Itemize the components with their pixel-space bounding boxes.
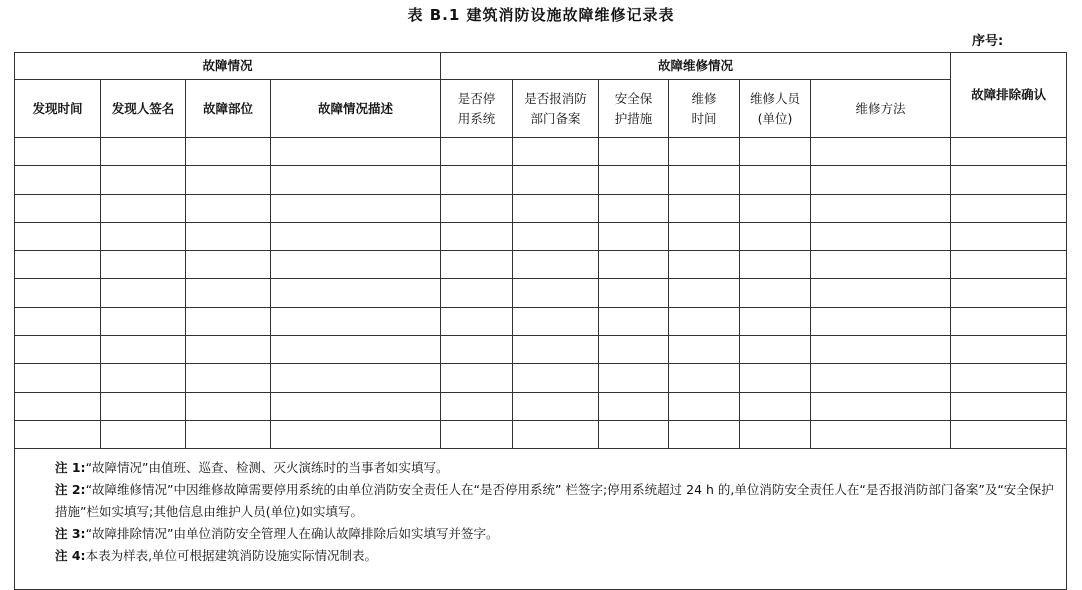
table-cell[interactable] [669, 279, 740, 307]
table-cell[interactable] [186, 307, 271, 335]
table-cell[interactable] [441, 420, 513, 448]
table-cell[interactable] [271, 336, 441, 364]
table-cell[interactable] [811, 336, 951, 364]
table-cell[interactable] [271, 166, 441, 194]
table-cell[interactable] [951, 222, 1067, 250]
table-cell[interactable] [740, 420, 811, 448]
table-cell[interactable] [101, 364, 186, 392]
table-cell[interactable] [811, 420, 951, 448]
table-cell[interactable] [599, 307, 669, 335]
table-cell[interactable] [811, 307, 951, 335]
table-cell[interactable] [599, 251, 669, 279]
table-cell[interactable] [513, 364, 599, 392]
table-cell[interactable] [740, 279, 811, 307]
table-cell[interactable] [441, 279, 513, 307]
table-cell[interactable] [811, 222, 951, 250]
column-header: 安全保 护措施 [599, 80, 669, 138]
table-cell[interactable] [513, 138, 599, 166]
serial-number-label: 序号: [972, 34, 1004, 49]
table-cell[interactable] [441, 251, 513, 279]
table-cell[interactable] [186, 138, 271, 166]
table-cell[interactable] [441, 222, 513, 250]
note-label: 注 1: [55, 460, 86, 476]
table-cell[interactable] [186, 364, 271, 392]
blank-rows [15, 138, 1067, 449]
table-cell[interactable] [669, 307, 740, 335]
table-cell[interactable] [811, 166, 951, 194]
table-cell[interactable] [951, 307, 1067, 335]
table-cell[interactable] [186, 392, 271, 420]
table-cell[interactable] [669, 251, 740, 279]
table-row [15, 392, 1067, 420]
table-cell[interactable] [599, 364, 669, 392]
table-cell[interactable] [513, 307, 599, 335]
table-cell[interactable] [951, 420, 1067, 448]
table-cell[interactable] [271, 307, 441, 335]
column-header: 维修人员 (单位) [740, 80, 811, 138]
note-label: 注 4: [55, 548, 86, 564]
table-cell[interactable] [101, 194, 186, 222]
table-cell[interactable] [599, 392, 669, 420]
table-cell[interactable] [441, 166, 513, 194]
table-cell[interactable] [513, 166, 599, 194]
table-cell[interactable] [186, 420, 271, 448]
table-cell[interactable] [101, 307, 186, 335]
table-row [15, 166, 1067, 194]
column-header: 维修方法 [811, 80, 951, 138]
table-cell[interactable] [15, 336, 101, 364]
table-cell[interactable] [101, 420, 186, 448]
note-item [55, 523, 1060, 545]
table-cell[interactable] [186, 336, 271, 364]
table-cell[interactable] [15, 194, 101, 222]
table-row [15, 307, 1067, 335]
table-cell[interactable] [186, 279, 271, 307]
table-cell[interactable] [441, 307, 513, 335]
table-cell[interactable] [186, 166, 271, 194]
note-label: 注 2: [55, 482, 86, 498]
table-cell[interactable] [951, 251, 1067, 279]
table-cell[interactable] [15, 420, 101, 448]
table-row [15, 138, 1067, 166]
table-cell[interactable] [441, 336, 513, 364]
table-cell[interactable] [951, 138, 1067, 166]
table-cell[interactable] [513, 279, 599, 307]
table-cell[interactable] [15, 307, 101, 335]
table-cell[interactable] [15, 392, 101, 420]
table-cell[interactable] [669, 166, 740, 194]
table-cell[interactable] [513, 251, 599, 279]
column-header: 发现时间 [15, 80, 101, 138]
column-header: 维修 时间 [669, 80, 740, 138]
table-cell[interactable] [513, 336, 599, 364]
table-cell[interactable] [811, 392, 951, 420]
table-cell[interactable] [271, 279, 441, 307]
table-cell[interactable] [740, 222, 811, 250]
table-cell[interactable] [441, 364, 513, 392]
table-cell[interactable] [101, 392, 186, 420]
table-cell[interactable] [599, 194, 669, 222]
table-row [15, 251, 1067, 279]
table-cell[interactable] [811, 138, 951, 166]
table-cell[interactable] [271, 364, 441, 392]
table-cell[interactable] [271, 392, 441, 420]
column-header: 故障情况描述 [271, 80, 441, 138]
table-cell[interactable] [669, 364, 740, 392]
table-cell[interactable] [740, 138, 811, 166]
table-row [15, 279, 1067, 307]
table-cell[interactable] [101, 279, 186, 307]
note-text: “故障维修情况”中因维修故障需要停用系统的由单位消防安全责任人在“是否停用系统” 栏签字;停用系统超过 24 h 的,单位消防安全责任人在“是否报消防部门备案”及“安全保护措施”栏如实填写;其他信息由维护人员(单位)如实填写。 [55, 482, 1054, 520]
table-cell[interactable] [271, 138, 441, 166]
table-cell[interactable] [599, 420, 669, 448]
table-row [15, 420, 1067, 448]
table-cell[interactable] [101, 222, 186, 250]
note-item [55, 457, 1060, 479]
table-cell[interactable] [599, 336, 669, 364]
table-cell[interactable] [811, 364, 951, 392]
table-cell[interactable] [186, 222, 271, 250]
table-cell[interactable] [271, 251, 441, 279]
group-header-repair-situation: 故障维修情况 [441, 53, 951, 80]
table-cell[interactable] [669, 392, 740, 420]
table-cell[interactable] [15, 364, 101, 392]
table-cell[interactable] [740, 251, 811, 279]
table-cell[interactable] [101, 336, 186, 364]
table-cell[interactable] [513, 194, 599, 222]
group-header-confirmation: 故障排除确认 [951, 53, 1067, 138]
table-cell[interactable] [740, 364, 811, 392]
table-cell[interactable] [951, 364, 1067, 392]
table-cell[interactable] [811, 194, 951, 222]
table-cell[interactable] [271, 194, 441, 222]
note-item [55, 479, 1060, 523]
table-cell[interactable] [599, 138, 669, 166]
table-cell[interactable] [101, 251, 186, 279]
table-row [15, 336, 1067, 364]
table-cell[interactable] [811, 251, 951, 279]
table-cell[interactable] [740, 166, 811, 194]
table-cell[interactable] [951, 194, 1067, 222]
table-title: 表 B.1 建筑消防设施故障维修记录表 [407, 6, 675, 24]
note-text: 本表为样表,单位可根据建筑消防设施实际情况制表。 [85, 548, 378, 564]
column-header: 是否停 用系统 [441, 80, 513, 138]
table-cell[interactable] [15, 166, 101, 194]
notes-section [15, 449, 1067, 590]
table-cell[interactable] [599, 166, 669, 194]
table-cell[interactable] [101, 166, 186, 194]
note-label: 注 3: [55, 526, 86, 542]
table-cell[interactable] [740, 194, 811, 222]
column-header: 发现人签名 [101, 80, 186, 138]
table-cell[interactable] [740, 336, 811, 364]
table-cell[interactable] [951, 336, 1067, 364]
table-cell[interactable] [101, 138, 186, 166]
table-cell[interactable] [15, 279, 101, 307]
table-cell[interactable] [740, 392, 811, 420]
table-cell[interactable] [740, 307, 811, 335]
table-cell[interactable] [186, 194, 271, 222]
table-cell[interactable] [669, 420, 740, 448]
table-cell[interactable] [15, 138, 101, 166]
table-cell[interactable] [951, 166, 1067, 194]
table-cell[interactable] [15, 251, 101, 279]
column-header: 故障部位 [186, 80, 271, 138]
table-cell[interactable] [513, 420, 599, 448]
table-cell[interactable] [186, 251, 271, 279]
table-row [15, 222, 1067, 250]
table-cell[interactable] [513, 392, 599, 420]
table-cell[interactable] [669, 138, 740, 166]
table-cell[interactable] [441, 392, 513, 420]
table-cell[interactable] [599, 279, 669, 307]
table-cell[interactable] [271, 420, 441, 448]
column-header: 是否报消防 部门备案 [513, 80, 599, 138]
table-cell[interactable] [669, 194, 740, 222]
table-cell[interactable] [513, 222, 599, 250]
fault-repair-record-table [14, 52, 1067, 590]
table-cell[interactable] [669, 222, 740, 250]
table-cell[interactable] [951, 392, 1067, 420]
table-row [15, 194, 1067, 222]
table-cell[interactable] [951, 279, 1067, 307]
table-cell[interactable] [599, 222, 669, 250]
table-cell[interactable] [15, 222, 101, 250]
group-header-fault-situation: 故障情况 [15, 53, 441, 80]
table-cell[interactable] [271, 222, 441, 250]
table-cell[interactable] [811, 279, 951, 307]
table-cell[interactable] [441, 194, 513, 222]
note-text: “故障情况”由值班、巡查、检测、灭火演练时的当事者如实填写。 [85, 460, 449, 476]
note-text: “故障排除情况”由单位消防安全管理人在确认故障排除后如实填写并签字。 [85, 526, 499, 542]
table-cell[interactable] [669, 336, 740, 364]
table-cell[interactable] [441, 138, 513, 166]
note-item [55, 545, 1060, 567]
table-row [15, 364, 1067, 392]
